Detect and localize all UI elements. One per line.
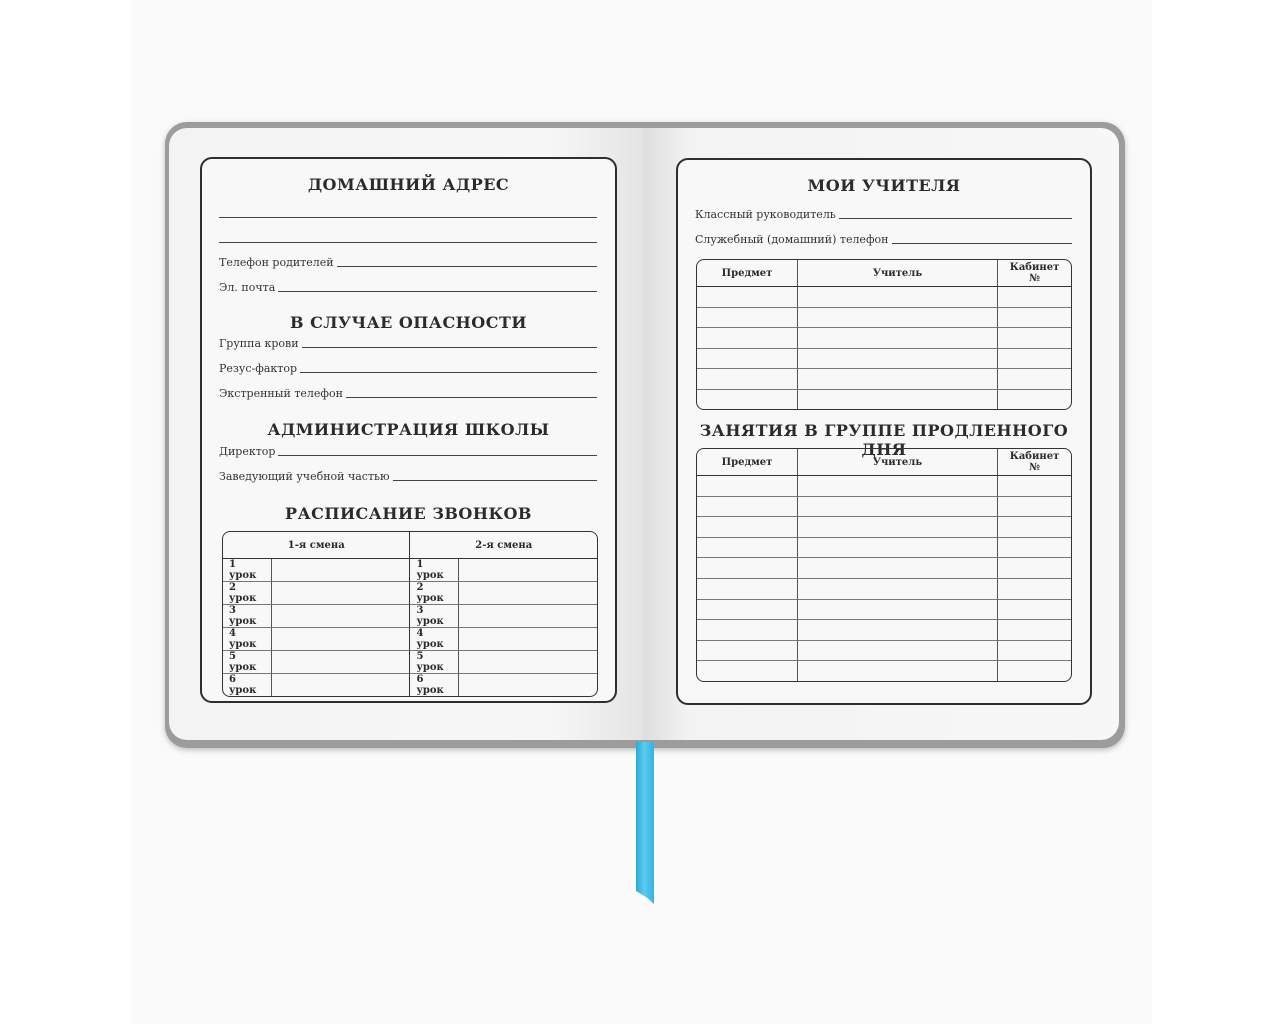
table-cell: [998, 661, 1071, 681]
table-row: [223, 628, 597, 651]
table-cell: [697, 390, 798, 410]
extended-header-row: [697, 449, 1071, 476]
table-cell: [697, 287, 798, 308]
left-page-frame: [200, 157, 617, 703]
head-teacher-field: [219, 467, 597, 483]
time-cell: [459, 651, 597, 674]
head-teacher-label: Заведующий учебной частью: [219, 470, 390, 483]
table-cell: [798, 349, 998, 370]
address-line-2: [219, 242, 597, 243]
table-row: [697, 349, 1071, 370]
table-cell: [798, 369, 998, 390]
right-page: [643, 128, 1119, 740]
time-cell: [272, 605, 411, 628]
subject-column-header: Предмет: [697, 260, 798, 287]
table-row: [223, 559, 597, 582]
table-row: [223, 651, 597, 674]
table-cell: [697, 558, 798, 579]
teacher-phone-field: [695, 230, 1072, 246]
lesson-label: 1 урок: [410, 559, 459, 582]
email-label: Эл. почта: [219, 281, 276, 294]
teachers-heading: МОИ УЧИТЕЛЯ: [807, 176, 961, 195]
lesson-label: 2 урок: [410, 582, 459, 605]
table-cell: [798, 287, 998, 308]
lesson-label: 2 урок: [223, 582, 272, 605]
table-cell: [697, 538, 798, 559]
table-row: [697, 390, 1071, 410]
table-row: [697, 517, 1071, 538]
lesson-label: 3 урок: [410, 605, 459, 628]
table-cell: [998, 308, 1071, 329]
lesson-label: 1 урок: [223, 559, 272, 582]
table-cell: [798, 390, 998, 410]
time-cell: [272, 628, 411, 651]
table-row: [697, 369, 1071, 390]
table-cell: [697, 328, 798, 349]
table-row: [697, 661, 1071, 681]
blood-group-label: Группа крови: [219, 337, 299, 350]
class-teacher-label: Классный руководитель: [695, 208, 836, 221]
emergency-phone-field: [219, 384, 597, 400]
time-cell: [272, 674, 411, 696]
table-row: [697, 287, 1071, 308]
table-cell: [998, 287, 1071, 308]
table-cell: [998, 620, 1071, 641]
parents-phone-label: Телефон родителей: [219, 256, 334, 269]
table-cell: [998, 517, 1071, 538]
table-cell: [998, 369, 1071, 390]
blood-group-field: [219, 334, 597, 350]
table-cell: [697, 620, 798, 641]
subject-column-header: Предмет: [697, 449, 798, 476]
director-label: Директор: [219, 445, 276, 458]
table-cell: [998, 328, 1071, 349]
time-cell: [459, 674, 597, 696]
time-cell: [459, 559, 597, 582]
table-cell: [697, 308, 798, 329]
room-column-header: Кабинет №: [998, 449, 1071, 476]
table-row: [697, 579, 1071, 600]
table-cell: [998, 600, 1071, 621]
emergency-heading: В СЛУЧАЕ ОПАСНОСТИ: [290, 313, 527, 332]
home-address-heading: ДОМАШНИЙ АДРЕС: [307, 175, 510, 194]
table-cell: [697, 661, 798, 681]
bookmark-ribbon: [636, 742, 654, 904]
lesson-label: 6 урок: [410, 674, 459, 696]
teacher-phone-label: Служебный (домашний) телефон: [695, 233, 889, 246]
bells-header-row: [223, 532, 597, 559]
teacher-column-header: Учитель: [798, 449, 998, 476]
time-cell: [272, 651, 411, 674]
rh-factor-field: [219, 359, 597, 375]
address-line-1: [219, 217, 597, 218]
table-cell: [798, 308, 998, 329]
table-cell: [798, 497, 998, 518]
table-cell: [798, 600, 998, 621]
table-row: [223, 605, 597, 628]
table-row: [697, 476, 1071, 497]
table-cell: [798, 579, 998, 600]
open-diary: [165, 122, 1125, 748]
lesson-label: 5 урок: [223, 651, 272, 674]
shift-1-header: 1-я смена: [223, 532, 410, 559]
teachers-table: [696, 259, 1072, 410]
table-row: [697, 558, 1071, 579]
time-cell: [459, 582, 597, 605]
table-cell: [998, 641, 1071, 662]
director-field: [219, 442, 597, 458]
table-cell: [998, 579, 1071, 600]
table-cell: [798, 476, 998, 497]
table-cell: [798, 661, 998, 681]
table-cell: [697, 641, 798, 662]
table-row: [223, 674, 597, 696]
table-cell: [998, 497, 1071, 518]
table-cell: [697, 476, 798, 497]
email-field: [219, 278, 597, 294]
lesson-label: 5 урок: [410, 651, 459, 674]
class-teacher-field: [695, 205, 1072, 221]
time-cell: [272, 559, 411, 582]
table-row: [697, 600, 1071, 621]
table-cell: [798, 328, 998, 349]
administration-heading: АДМИНИСТРАЦИЯ ШКОЛЫ: [267, 420, 550, 439]
table-cell: [697, 579, 798, 600]
bells-table: [222, 531, 598, 697]
table-cell: [998, 558, 1071, 579]
table-cell: [697, 517, 798, 538]
table-cell: [798, 558, 998, 579]
table-cell: [697, 349, 798, 370]
table-row: [697, 308, 1071, 329]
shift-2-header: 2-я смена: [410, 532, 597, 559]
left-page: [169, 128, 643, 740]
table-cell: [697, 600, 798, 621]
bells-heading: РАСПИСАНИЕ ЗВОНКОВ: [285, 504, 532, 523]
table-cell: [798, 641, 998, 662]
extended-day-table: [696, 448, 1072, 682]
lesson-label: 3 урок: [223, 605, 272, 628]
lesson-label: 6 урок: [223, 674, 272, 696]
rh-factor-label: Резус-фактор: [219, 362, 298, 375]
teacher-column-header: Учитель: [798, 260, 998, 287]
table-cell: [798, 538, 998, 559]
table-row: [697, 497, 1071, 518]
table-cell: [998, 390, 1071, 410]
extended-day-heading: ЗАНЯТИЯ В ГРУППЕ ПРОДЛЕННОГО ДНЯ: [699, 421, 1069, 459]
lesson-label: 4 урок: [410, 628, 459, 651]
parents-phone-field: [219, 253, 597, 269]
table-cell: [998, 349, 1071, 370]
teachers-header-row: [697, 260, 1071, 287]
table-cell: [798, 620, 998, 641]
room-column-header: Кабинет №: [998, 260, 1071, 287]
table-row: [697, 328, 1071, 349]
table-cell: [998, 538, 1071, 559]
table-row: [223, 582, 597, 605]
table-cell: [697, 497, 798, 518]
table-row: [697, 641, 1071, 662]
right-page-frame: [676, 158, 1092, 705]
lesson-label: 4 урок: [223, 628, 272, 651]
table-cell: [697, 369, 798, 390]
table-row: [697, 620, 1071, 641]
time-cell: [459, 605, 597, 628]
time-cell: [459, 628, 597, 651]
table-cell: [798, 517, 998, 538]
time-cell: [272, 582, 411, 605]
emergency-phone-label: Экстренный телефон: [219, 387, 343, 400]
table-row: [697, 538, 1071, 559]
table-cell: [998, 476, 1071, 497]
